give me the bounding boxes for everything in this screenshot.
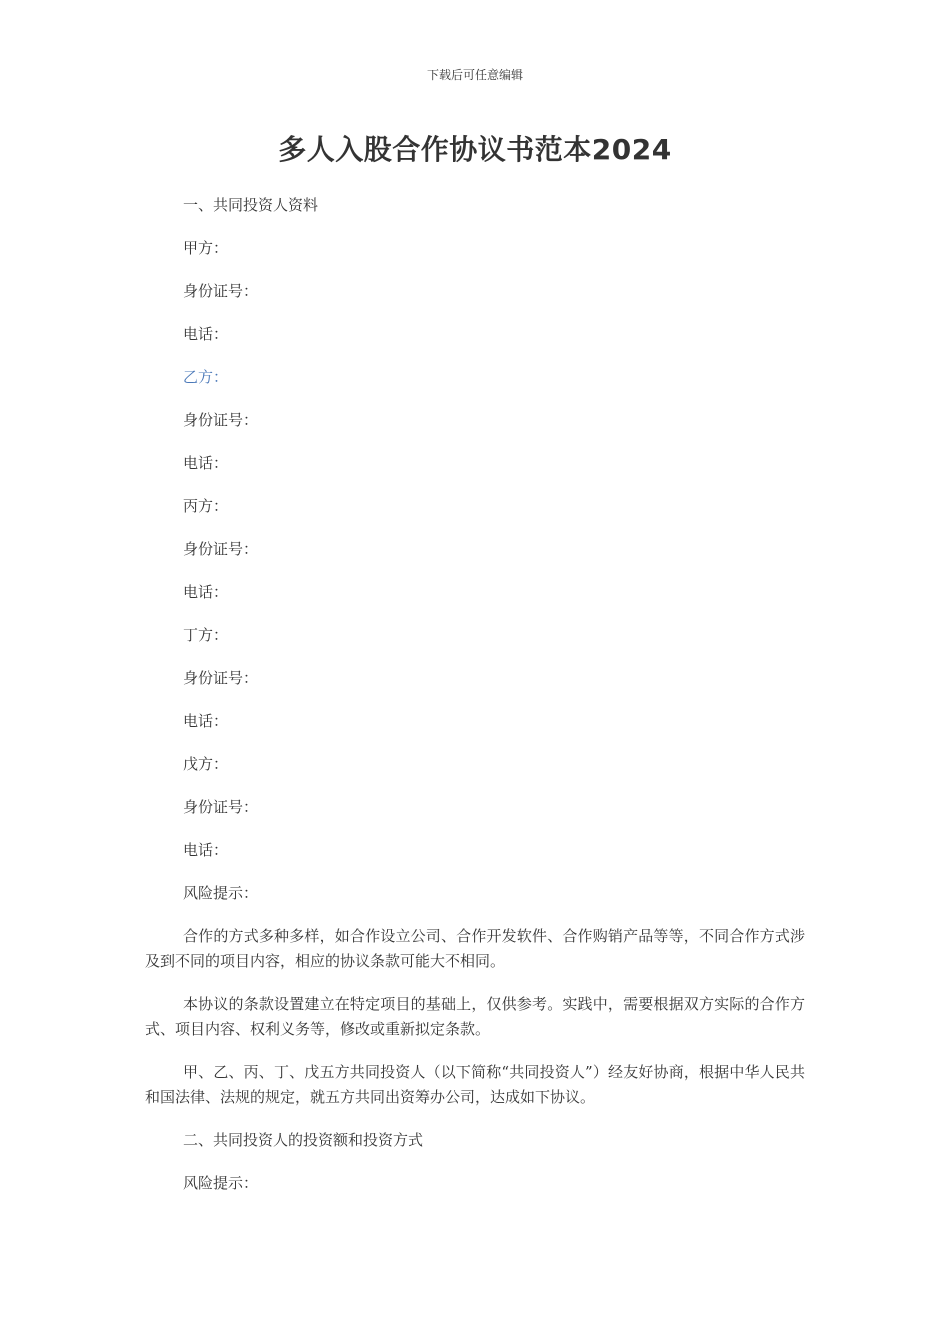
paragraph-terms-reference: 本协议的条款设置建立在特定项目的基础上，仅供参考。实践中，需要根据双方实际的合作方式、项目内容、权利义务等，修改或重新拟定条款。 bbox=[145, 995, 805, 1038]
party-b-id-label: 身份证号： bbox=[183, 411, 259, 429]
party-c-id-label: 身份证号： bbox=[183, 540, 259, 558]
party-b-link[interactable]: 乙方： bbox=[183, 368, 229, 386]
risk-notice-label-2: 风险提示： bbox=[183, 1174, 259, 1192]
party-c-phone-label: 电话： bbox=[183, 583, 229, 601]
party-d-label: 丁方： bbox=[183, 626, 229, 644]
party-a-phone-label: 电话： bbox=[183, 325, 229, 343]
party-d-phone-label: 电话： bbox=[183, 712, 229, 730]
paragraph-agreement-intro: 甲、乙、丙、丁、戊五方共同投资人（以下简称“共同投资人”）经友好协商，根据中华人民共和国法律、法规的规定，就五方共同出资筹办公司，达成如下协议。 bbox=[145, 1063, 805, 1106]
section-heading-investors: 一、共同投资人资料 bbox=[183, 196, 319, 214]
party-a-label: 甲方： bbox=[183, 239, 229, 257]
party-d-id-label: 身份证号： bbox=[183, 669, 259, 687]
header-note: 下载后可任意编辑 bbox=[426, 68, 523, 82]
party-a-id-label: 身份证号： bbox=[183, 282, 259, 300]
party-c-label: 丙方： bbox=[183, 497, 229, 515]
party-e-id-label: 身份证号： bbox=[183, 798, 259, 816]
party-b-phone-label: 电话： bbox=[183, 454, 229, 472]
risk-notice-label: 风险提示： bbox=[183, 884, 259, 902]
party-e-label: 戊方： bbox=[183, 755, 229, 773]
section-heading-investment: 二、共同投资人的投资额和投资方式 bbox=[183, 1131, 424, 1149]
paragraph-cooperation-methods: 合作的方式多种多样，如合作设立公司、合作开发软件、合作购销产品等等，不同合作方式涉及到不同的项目内容，相应的协议条款可能大不相同。 bbox=[145, 927, 805, 970]
party-e-phone-label: 电话： bbox=[183, 841, 229, 859]
document-body bbox=[145, 193, 805, 1214]
document-title: 多人入股合作协议书范本2024 bbox=[278, 133, 672, 166]
